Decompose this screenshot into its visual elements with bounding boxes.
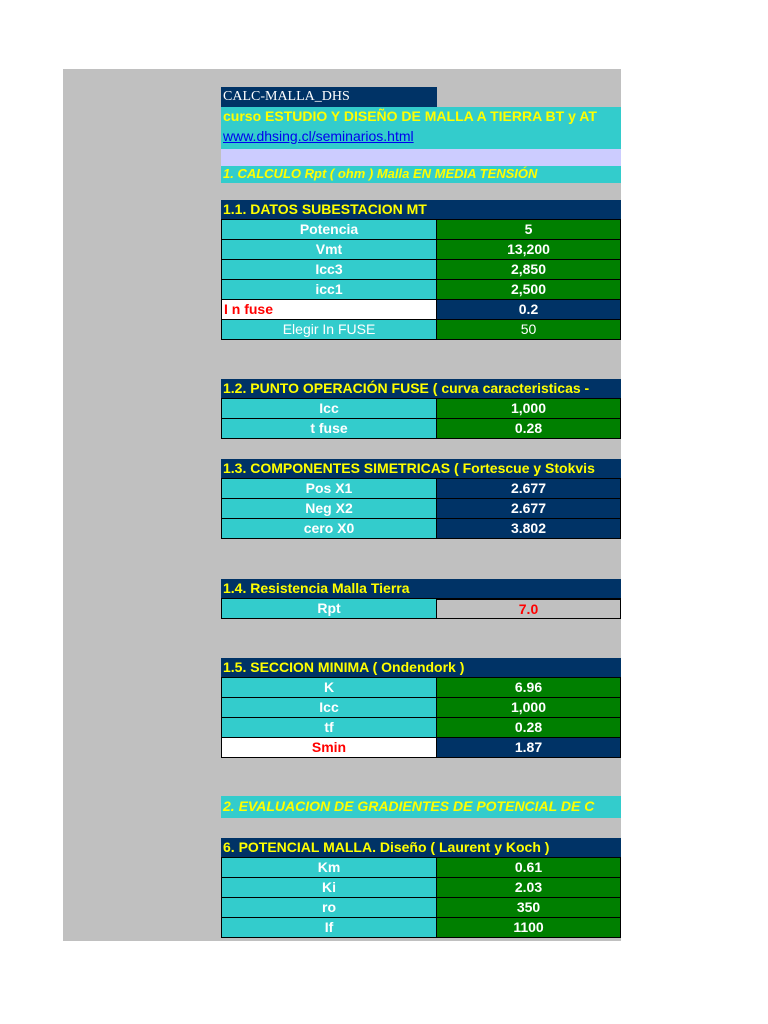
row-value[interactable]: 1,000 bbox=[437, 399, 621, 419]
row-value[interactable]: 2,500 bbox=[437, 280, 621, 300]
table-row bbox=[221, 220, 621, 240]
row-value: 2.677 bbox=[437, 499, 621, 519]
row-value: 3.802 bbox=[437, 519, 621, 539]
table-row bbox=[221, 499, 621, 519]
table-row bbox=[221, 399, 621, 419]
table-row bbox=[221, 738, 621, 758]
row-value[interactable]: 13,200 bbox=[437, 240, 621, 260]
row-label: Potencia bbox=[221, 220, 437, 240]
row-label: Pos X1 bbox=[221, 479, 437, 499]
section-1-2-header: 1.2. PUNTO OPERACIÓN FUSE ( curva caracteristicas - bbox=[221, 379, 621, 399]
fuse-select-value[interactable]: 50 bbox=[437, 320, 621, 340]
row-value[interactable]: 0.28 bbox=[437, 419, 621, 439]
blank-row bbox=[221, 149, 621, 166]
row-label: Smin bbox=[221, 738, 437, 758]
table-row bbox=[221, 599, 621, 619]
table-row bbox=[221, 320, 621, 340]
row-label: Vmt bbox=[221, 240, 437, 260]
row-label: Km bbox=[221, 858, 437, 878]
row-label: K bbox=[221, 678, 437, 698]
row-label: Icc3 bbox=[221, 260, 437, 280]
website-link[interactable]: www.dhsing.cl/seminarios.html bbox=[223, 128, 414, 144]
row-value[interactable]: 0.61 bbox=[437, 858, 621, 878]
row-label: t fuse bbox=[221, 419, 437, 439]
row-value[interactable]: 350 bbox=[437, 898, 621, 918]
section-1-4-header: 1.4. Resistencia Malla Tierra bbox=[221, 579, 621, 599]
row-label: Icc bbox=[221, 399, 437, 419]
website-link-cell bbox=[221, 127, 621, 147]
section-2-title: 2. EVALUACION DE GRADIENTES DE POTENCIAL DE C bbox=[221, 796, 621, 818]
table-row bbox=[221, 519, 621, 539]
table-row bbox=[221, 240, 621, 260]
sheet-title: CALC-MALLA_DHS bbox=[221, 87, 437, 107]
row-label: ro bbox=[221, 898, 437, 918]
table-row bbox=[221, 479, 621, 499]
row-value[interactable]: 2,850 bbox=[437, 260, 621, 280]
row-label: icc1 bbox=[221, 280, 437, 300]
row-label: If bbox=[221, 918, 437, 938]
row-value[interactable]: 6.96 bbox=[437, 678, 621, 698]
table-row bbox=[221, 718, 621, 738]
row-label: Icc bbox=[221, 698, 437, 718]
table-row bbox=[221, 918, 621, 938]
section-1-3-header: 1.3. COMPONENTES SIMETRICAS ( Fortescue y Stokvis bbox=[221, 459, 621, 479]
section-1-5-header: 1.5. SECCION MINIMA ( Ondendork ) bbox=[221, 658, 621, 678]
row-value[interactable]: 1100 bbox=[437, 918, 621, 938]
table-row bbox=[221, 678, 621, 698]
row-value[interactable]: 2.03 bbox=[437, 878, 621, 898]
row-label: I n fuse bbox=[221, 300, 437, 320]
row-value: 0.2 bbox=[437, 300, 621, 320]
row-value: 2.677 bbox=[437, 479, 621, 499]
table-row bbox=[221, 698, 621, 718]
spreadsheet-area bbox=[63, 69, 621, 941]
row-label: Rpt bbox=[221, 599, 437, 619]
row-label: Ki bbox=[221, 878, 437, 898]
section-6-header: 6. POTENCIAL MALLA. Diseño ( Laurent y Koch ) bbox=[221, 838, 621, 858]
row-label: Neg X2 bbox=[221, 499, 437, 519]
table-row bbox=[221, 858, 621, 878]
table-row bbox=[221, 419, 621, 439]
table-row bbox=[221, 898, 621, 918]
row-label: cero X0 bbox=[221, 519, 437, 539]
row-value[interactable]: 0.28 bbox=[437, 718, 621, 738]
row-value[interactable]: 1,000 bbox=[437, 698, 621, 718]
table-row bbox=[221, 878, 621, 898]
rpt-result: 7.0 bbox=[437, 599, 621, 619]
table-row bbox=[221, 260, 621, 280]
section-1-1-header: 1.1. DATOS SUBESTACION MT bbox=[221, 200, 621, 220]
table-row bbox=[221, 280, 621, 300]
section-1-title: 1. CALCULO Rpt ( ohm ) Malla EN MEDIA TENSIÓN bbox=[221, 166, 621, 183]
row-value[interactable]: 5 bbox=[437, 220, 621, 240]
row-label: Elegir In FUSE bbox=[221, 320, 437, 340]
table-row bbox=[221, 300, 621, 320]
row-value: 1.87 bbox=[437, 738, 621, 758]
course-title: curso ESTUDIO Y DISEÑO DE MALLA A TIERRA BT y AT bbox=[221, 107, 621, 127]
row-label: tf bbox=[221, 718, 437, 738]
